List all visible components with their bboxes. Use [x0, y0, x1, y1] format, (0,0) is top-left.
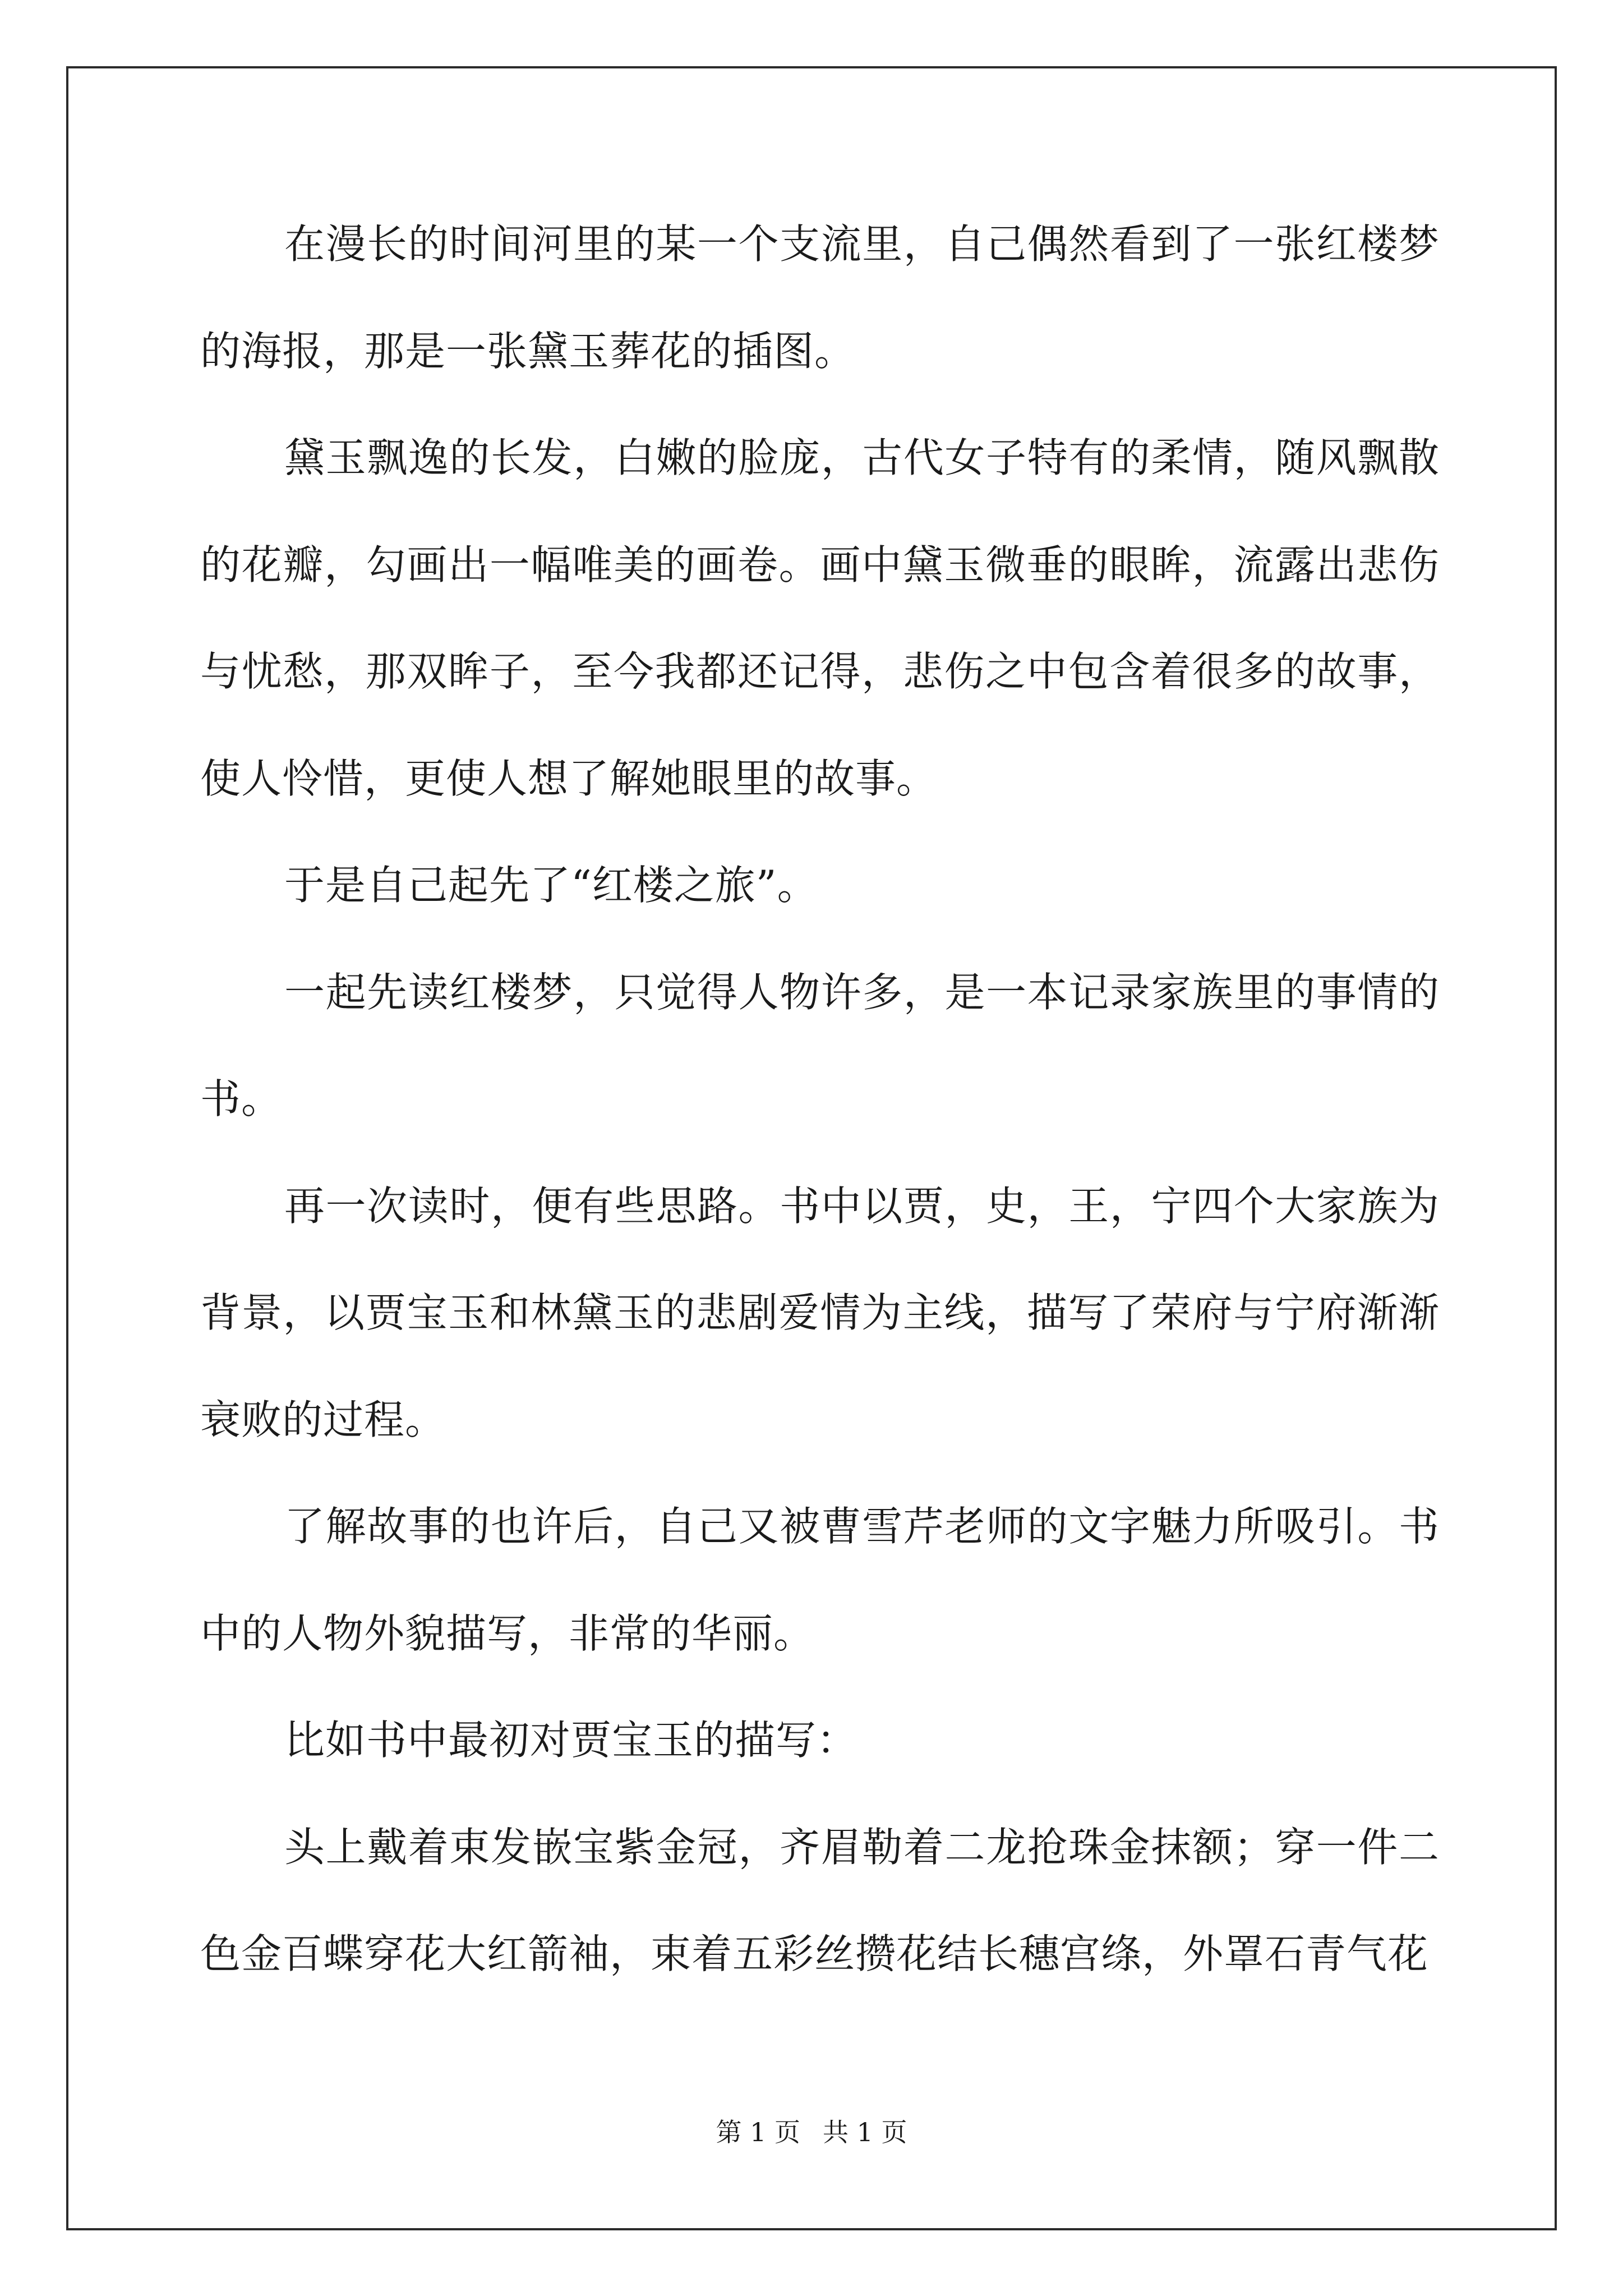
- paragraph: 于是自己起先了“红楼之旅”。: [284, 862, 818, 909]
- paragraph: 了解故事的也许后，自己又被曹雪芹老师的文字魅力所吸引。书中的人物外貌描写，非常的华丽。: [200, 1503, 1440, 1657]
- paragraph: 在漫长的时间河里的某一个支流里，自己偶然看到了一张红楼梦的海报，那是一张黛玉葬花的插图。: [200, 220, 1440, 375]
- paragraph: 头上戴着束发嵌宝紫金冠，齐眉勒着二龙抢珠金抹额；穿一件二色金百蝶穿花大红箭袖，束着五彩丝攒花结长穗宫绦，外罩石青气花: [200, 1823, 1440, 1977]
- page-number-current: 第 1 页: [716, 2117, 800, 2147]
- paragraph: 一起先读红楼梦，只觉得人物许多，是一本记录家族里的事情的书。: [200, 968, 1440, 1122]
- paragraph: 再一次读时，便有些思路。书中以贾，史，王，宁四个大家族为背景，以贾宝玉和林黛玉的悲剧爱情为主线，描写了荣府与宁府渐渐衰败的过程。: [200, 1182, 1440, 1443]
- document-body: [200, 191, 1440, 2008]
- page-footer: [0, 2112, 1623, 2149]
- paragraph: 黛玉飘逸的长发，白嫩的脸庞，古代女子特有的柔情，随风飘散的花瓣，勾画出一幅唯美的画卷。画中黛玉微垂的眼眸，流露出悲伤与忧愁，那双眸子，至今我都还记得，悲伤之中包含着很多的故事，使人怜惜，更使人想了解她眼里的故事。: [200, 434, 1440, 802]
- paragraph: 比如书中最初对贾宝玉的描写：: [284, 1717, 858, 1764]
- page-number-total: 共 1 页: [823, 2117, 907, 2147]
